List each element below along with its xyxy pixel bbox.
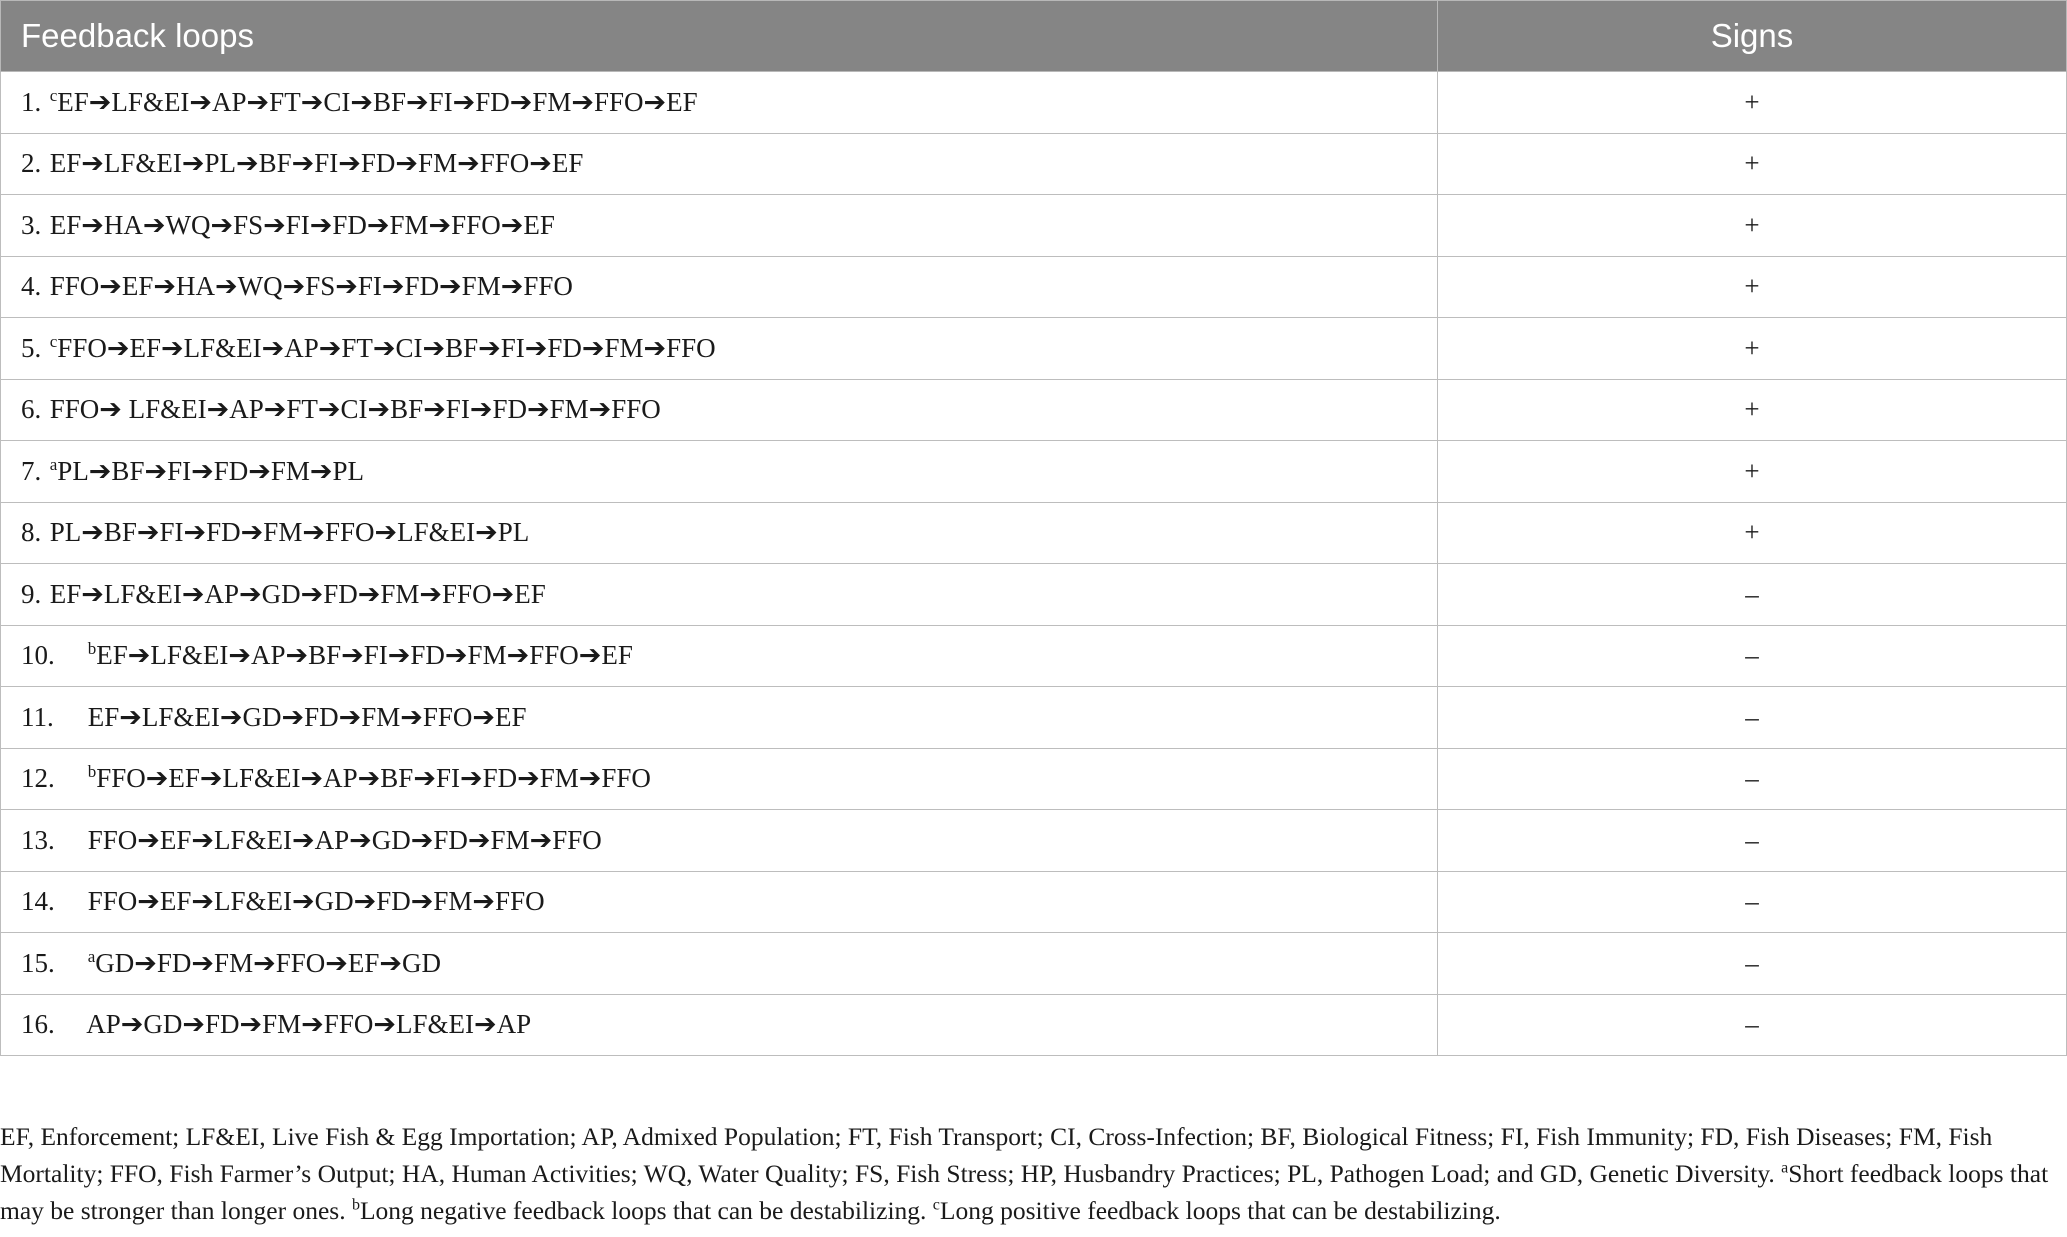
header-signs: Signs bbox=[1438, 1, 2067, 72]
loop-footnote-mark: c bbox=[49, 85, 58, 105]
loop-cell bbox=[1, 564, 1438, 626]
footnote-c-text: Long positive feedback loops that can be destabilizing. bbox=[939, 1196, 1501, 1225]
loop-path: FFO➔EF➔LF&EI➔AP➔GD➔FD➔FM➔FFO bbox=[87, 824, 602, 855]
loop-number: 1. bbox=[21, 86, 42, 117]
table-footnote bbox=[0, 1118, 2067, 1229]
loop-number: 12. bbox=[21, 763, 55, 794]
header-feedback-loops: Feedback loops bbox=[1, 1, 1438, 72]
loop-sign: + bbox=[1438, 256, 2067, 318]
loop-number: 15. bbox=[21, 947, 55, 978]
loop-number: 2. bbox=[21, 148, 42, 179]
loop-cell bbox=[1, 994, 1438, 1056]
loop-sign: – bbox=[1438, 933, 2067, 995]
table-row bbox=[1, 810, 2067, 872]
loop-sign: + bbox=[1438, 379, 2067, 441]
loop-path: EF➔LF&EI➔AP➔GD➔FD➔FM➔FFO➔EF bbox=[49, 578, 546, 609]
loop-number: 6. bbox=[21, 394, 42, 425]
table-row bbox=[1, 625, 2067, 687]
footnote-mark-c: c bbox=[932, 1196, 940, 1214]
table-row bbox=[1, 195, 2067, 257]
table-row bbox=[1, 379, 2067, 441]
loop-sign: – bbox=[1438, 687, 2067, 749]
loop-footnote-mark: b bbox=[87, 762, 97, 782]
loop-path: EF➔LF&EI➔PL➔BF➔FI➔FD➔FM➔FFO➔EF bbox=[49, 148, 584, 179]
loop-sign: + bbox=[1438, 318, 2067, 380]
loop-number: 5. bbox=[21, 332, 42, 363]
table-row bbox=[1, 502, 2067, 564]
loop-cell bbox=[1, 625, 1438, 687]
loop-number: 4. bbox=[21, 271, 42, 302]
loop-sign: + bbox=[1438, 72, 2067, 134]
loop-cell bbox=[1, 72, 1438, 134]
loop-cell bbox=[1, 195, 1438, 257]
loop-number: 7. bbox=[21, 455, 42, 486]
loop-number: 8. bbox=[21, 517, 42, 548]
loop-path: FFO➔EF➔LF&EI➔GD➔FD➔FM➔FFO bbox=[87, 886, 545, 917]
loop-cell bbox=[1, 687, 1438, 749]
footnote-abbreviations: EF, Enforcement; LF&EI, Live Fish & Egg Importation; AP, Admixed Population; FT, Fish Transport; CI, Cross-Infection; BF, Biological Fitness; FI, Fish Immunity; FD, Fish Diseases; FM, Fish Mortality; FFO, Fish Farmer’s Output; HA, Human Activities; WQ, Water Quality; FS, Fish Stress; HP, Husbandry Practices; PL, Pathogen Load; and GD, Genetic Diversity. bbox=[0, 1122, 1993, 1188]
loop-cell bbox=[1, 441, 1438, 503]
loop-cell bbox=[1, 748, 1438, 810]
loop-sign: – bbox=[1438, 871, 2067, 933]
loop-cell bbox=[1, 133, 1438, 195]
table-row bbox=[1, 748, 2067, 810]
loop-number: 11. bbox=[21, 701, 54, 732]
loop-footnote-mark: c bbox=[49, 331, 58, 351]
loop-sign: + bbox=[1438, 441, 2067, 503]
loop-path: FFO➔ LF&EI➔AP➔FT➔CI➔BF➔FI➔FD➔FM➔FFO bbox=[49, 394, 661, 425]
loop-number: 14. bbox=[21, 886, 55, 917]
loop-number: 10. bbox=[21, 640, 55, 671]
loop-number: 3. bbox=[21, 209, 42, 240]
footnote-b-text: Long negative feedback loops that can be destabilizing. bbox=[359, 1196, 927, 1225]
loop-path: GD➔FD➔FM➔FFO➔EF➔GD bbox=[95, 947, 441, 978]
table-row bbox=[1, 441, 2067, 503]
table-row bbox=[1, 994, 2067, 1056]
loop-footnote-mark: b bbox=[87, 639, 97, 659]
loop-sign: – bbox=[1438, 748, 2067, 810]
table-row bbox=[1, 133, 2067, 195]
table-row bbox=[1, 256, 2067, 318]
table-body bbox=[1, 72, 2067, 1056]
loop-path: PL➔BF➔FI➔FD➔FM➔FFO➔LF&EI➔PL bbox=[49, 517, 530, 548]
loop-sign: – bbox=[1438, 564, 2067, 626]
footnote-mark-a: a bbox=[1781, 1159, 1789, 1177]
loop-sign: + bbox=[1438, 195, 2067, 257]
table-row bbox=[1, 933, 2067, 995]
loop-path: EF➔LF&EI➔GD➔FD➔FM➔FFO➔EF bbox=[87, 701, 527, 732]
loop-sign: – bbox=[1438, 994, 2067, 1056]
loop-cell bbox=[1, 871, 1438, 933]
loop-path: FFO➔EF➔HA➔WQ➔FS➔FI➔FD➔FM➔FFO bbox=[49, 271, 573, 302]
loop-path: FFO➔EF➔LF&EI➔AP➔BF➔FI➔FD➔FM➔FFO bbox=[96, 763, 651, 794]
loop-path: PL➔BF➔FI➔FD➔FM➔PL bbox=[57, 455, 364, 486]
loop-path: EF➔LF&EI➔AP➔BF➔FI➔FD➔FM➔FFO➔EF bbox=[96, 640, 633, 671]
loop-cell bbox=[1, 379, 1438, 441]
loop-sign: – bbox=[1438, 810, 2067, 872]
table-row bbox=[1, 871, 2067, 933]
loop-cell bbox=[1, 933, 1438, 995]
loop-number: 13. bbox=[21, 824, 55, 855]
loop-number: 9. bbox=[21, 578, 42, 609]
loop-path: EF➔LF&EI➔AP➔FT➔CI➔BF➔FI➔FD➔FM➔FFO➔EF bbox=[57, 86, 698, 117]
loop-path: EF➔HA➔WQ➔FS➔FI➔FD➔FM➔FFO➔EF bbox=[49, 209, 555, 240]
footnote-a-text: Short feedback loops that may be stronger than longer ones. bbox=[0, 1159, 2049, 1225]
loop-cell bbox=[1, 810, 1438, 872]
loop-footnote-mark: a bbox=[49, 454, 58, 474]
table-row bbox=[1, 564, 2067, 626]
loop-number: 16. bbox=[21, 1009, 55, 1040]
loop-sign: + bbox=[1438, 502, 2067, 564]
loop-sign: + bbox=[1438, 133, 2067, 195]
table-row bbox=[1, 687, 2067, 749]
loop-path: AP➔GD➔FD➔FM➔FFO➔LF&EI➔AP bbox=[86, 1009, 532, 1040]
footnote-mark-b: b bbox=[351, 1196, 360, 1214]
loop-cell bbox=[1, 318, 1438, 380]
loop-path: FFO➔EF➔LF&EI➔AP➔FT➔CI➔BF➔FI➔FD➔FM➔FFO bbox=[57, 332, 716, 363]
table-header-row bbox=[1, 1, 2067, 72]
loop-cell bbox=[1, 502, 1438, 564]
loop-cell bbox=[1, 256, 1438, 318]
loop-sign: – bbox=[1438, 625, 2067, 687]
table-row bbox=[1, 72, 2067, 134]
loop-footnote-mark: a bbox=[87, 946, 96, 966]
table-row bbox=[1, 318, 2067, 380]
